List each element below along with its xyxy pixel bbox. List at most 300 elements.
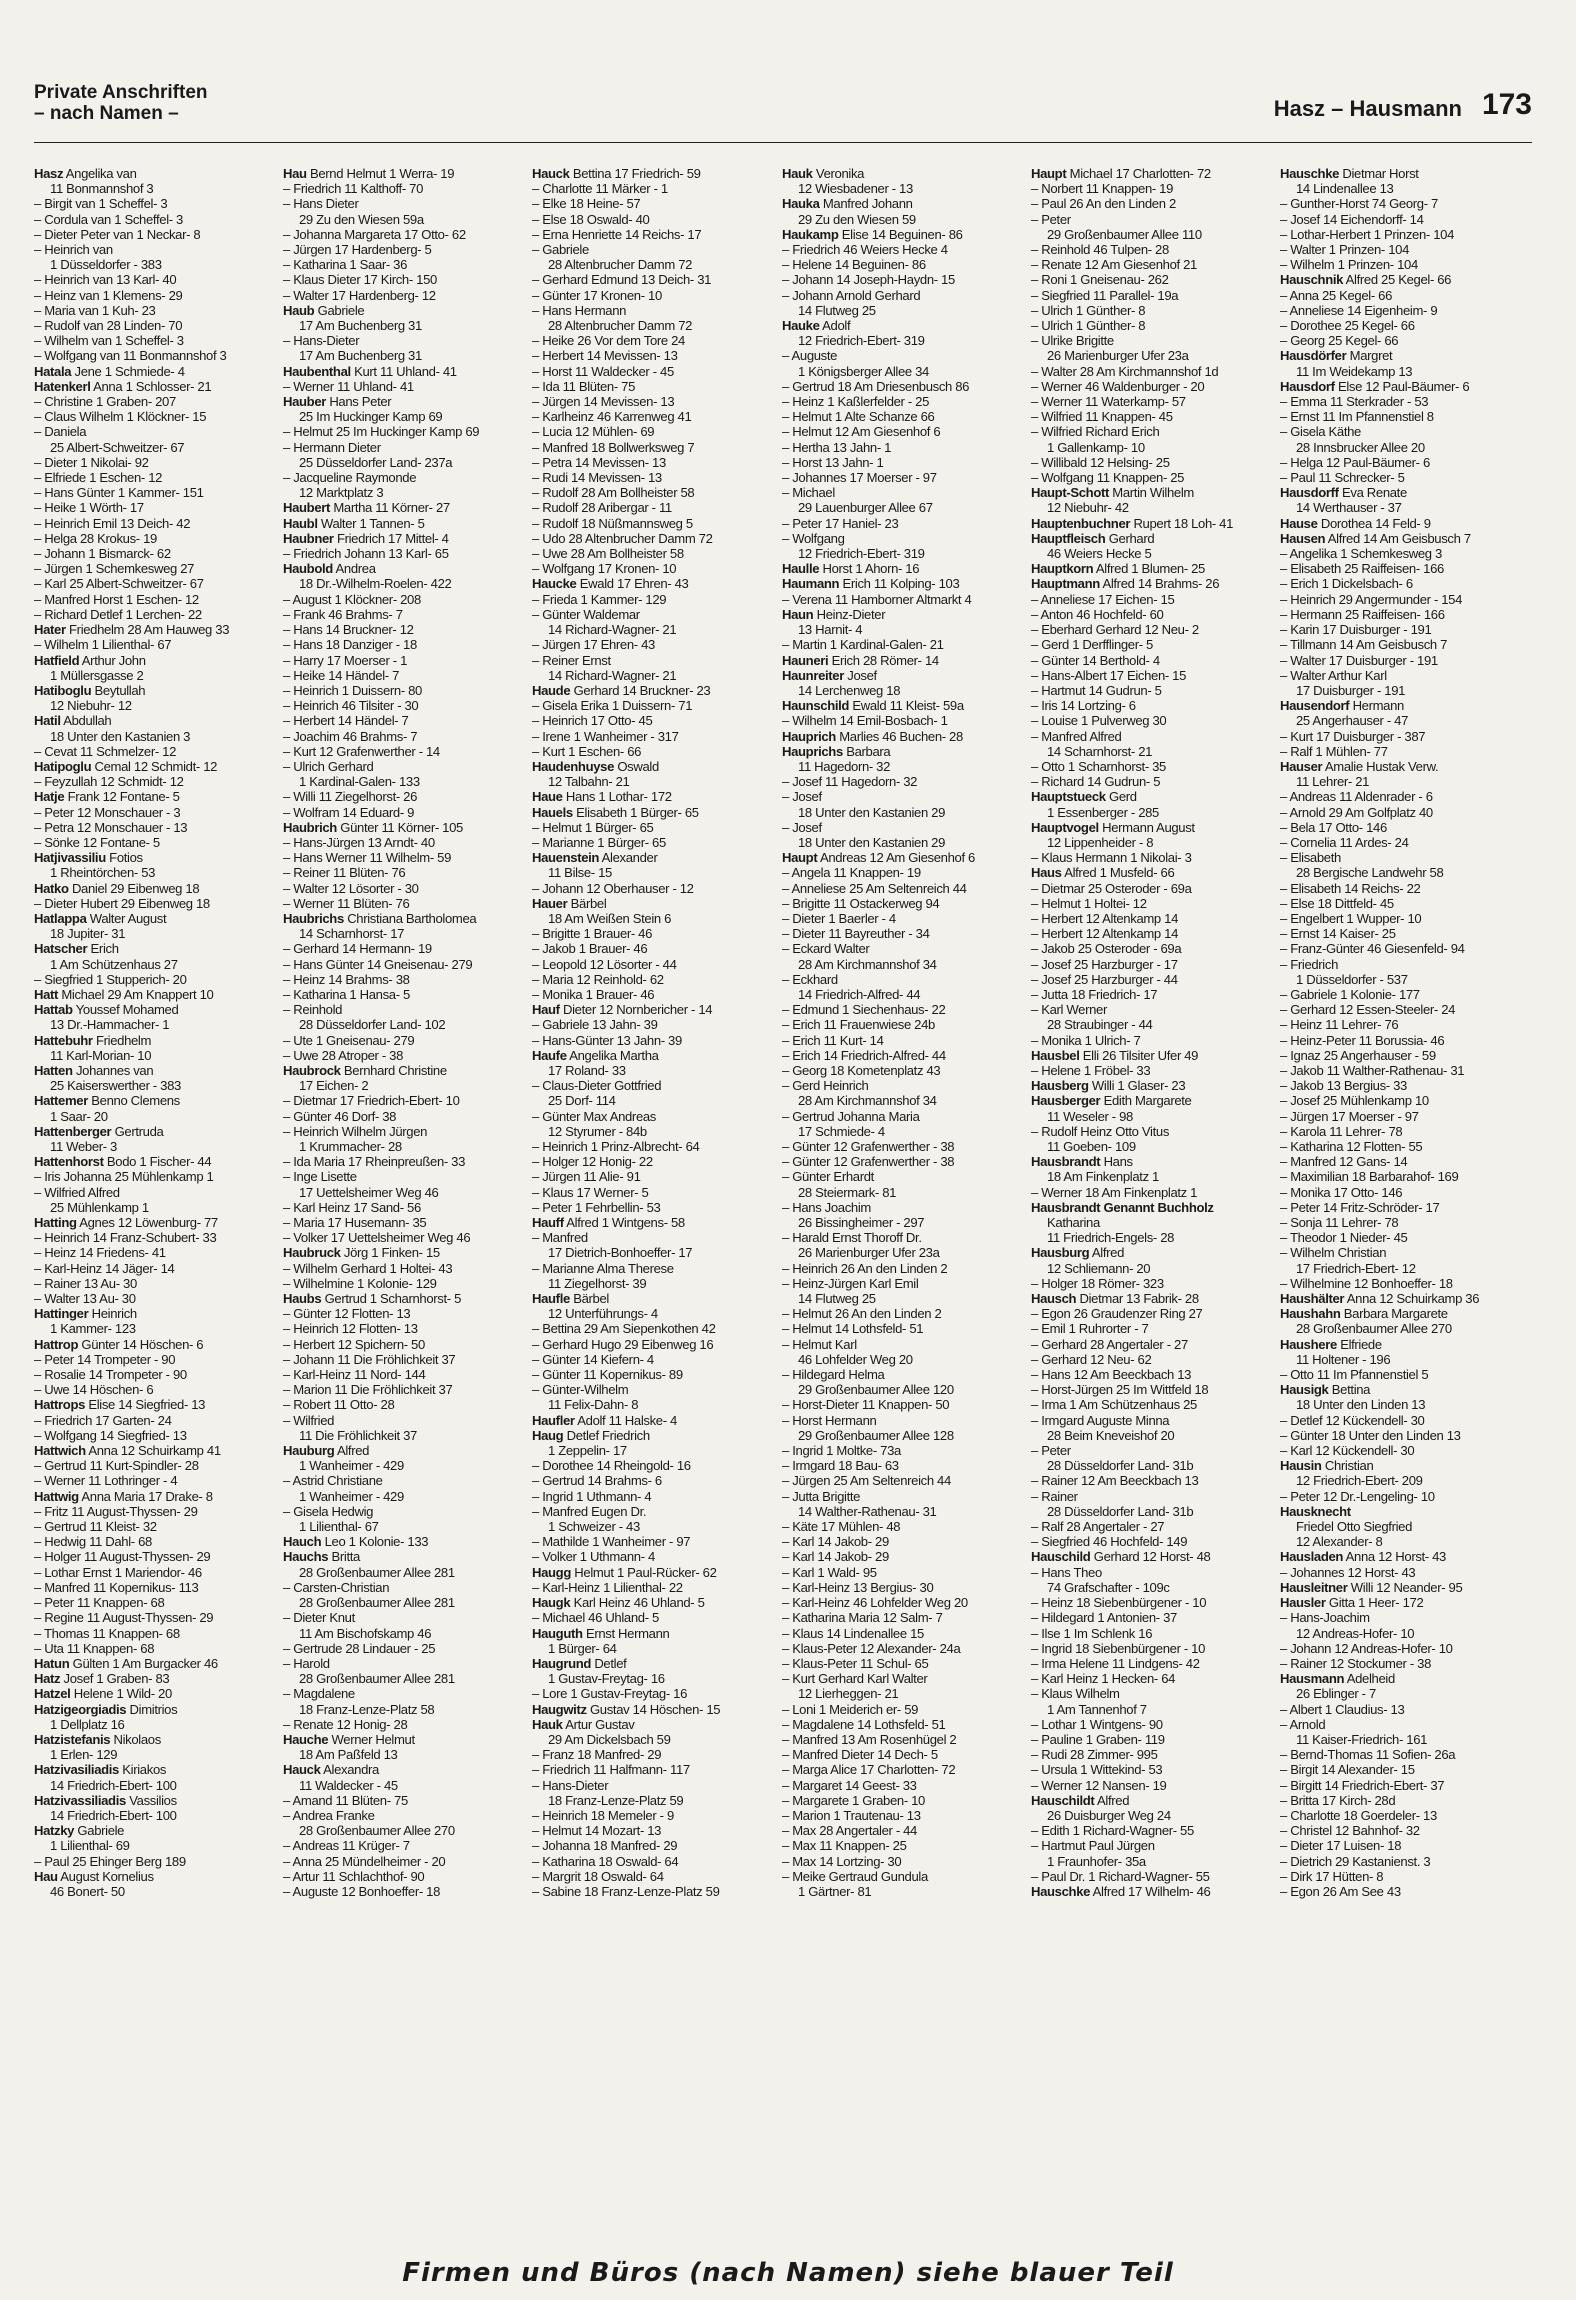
directory-entry xyxy=(34,1428,272,1443)
entry-text: 1 Am Schützenhaus 27 xyxy=(50,956,178,972)
directory-entry xyxy=(34,774,272,789)
entry-text: – Ida 11 Blüten- 75 xyxy=(532,378,636,394)
directory-entry xyxy=(1031,789,1269,804)
directory-entry xyxy=(34,729,272,744)
directory-entry xyxy=(34,1808,272,1823)
directory-entry xyxy=(1031,1139,1269,1154)
directory-entry xyxy=(34,1321,272,1336)
entry-text: – Rudi 14 Mevissen- 13 xyxy=(532,470,662,486)
directory-entry xyxy=(1031,242,1269,257)
entry-text: – Heinrich 29 Angermunder - 154 xyxy=(1280,591,1463,607)
entry-text: – Eckard Walter xyxy=(782,941,870,957)
entry-text: 11 Ziegelhorst- 39 xyxy=(548,1275,647,1291)
directory-entry xyxy=(283,196,521,211)
directory-entry xyxy=(34,941,272,956)
directory-entry xyxy=(1031,759,1269,774)
entry-text: – Monika 1 Brauer- 46 xyxy=(532,986,655,1002)
directory-entry xyxy=(34,835,272,850)
entry-text: – Richard Detlef 1 Lerchen- 22 xyxy=(34,606,202,622)
directory-entry xyxy=(532,516,770,531)
entry-text: 18 Franz-Lenze-Platz 59 xyxy=(548,1792,684,1808)
entry-text: 26 Marienburger Ufer 23a xyxy=(1047,348,1189,364)
entry-text: 29 Zu den Wiesen 59 xyxy=(798,211,916,227)
entry-text: – Günter 46 Dorf- 38 xyxy=(283,1108,397,1124)
entry-text: – Rudolf 28 Aribergar - 11 xyxy=(532,500,672,516)
entry-text: Friedhelm xyxy=(95,1032,152,1048)
directory-entry xyxy=(283,348,521,363)
entry-text: 46 Weiers Hecke 5 xyxy=(1047,546,1152,562)
entry-text: – Christine 1 Graben- 207 xyxy=(34,394,176,410)
entry-text: – Franz-Günter 46 Giesenfeld- 94 xyxy=(1280,941,1465,957)
entry-text: – Margarete 1 Graben- 10 xyxy=(782,1792,925,1808)
entry-text: – Petra 12 Monschauer - 13 xyxy=(34,819,188,835)
entry-text: – Gertrud Johanna Maria xyxy=(782,1108,920,1124)
directory-entry xyxy=(532,1778,770,1793)
directory-entry xyxy=(782,1473,1020,1488)
directory-entry xyxy=(34,288,272,303)
directory-entry xyxy=(1031,1534,1269,1549)
directory-entry xyxy=(532,1702,770,1717)
directory-entry xyxy=(782,683,1020,698)
entry-text: – Friedrich xyxy=(1280,956,1339,972)
directory-entry xyxy=(782,759,1020,774)
entry-text: Helene 1 Wild- 20 xyxy=(73,1686,172,1702)
directory-entry xyxy=(1031,835,1269,850)
entry-text: Alfred xyxy=(1097,1792,1130,1808)
surname: Haub xyxy=(283,302,315,318)
entry-text: – Werner 12 Nansen- 19 xyxy=(1031,1777,1167,1793)
directory-entry xyxy=(1031,592,1269,607)
entry-text: 25 Dorf- 114 xyxy=(548,1093,616,1109)
entry-text: – Maria 12 Reinhold- 62 xyxy=(532,971,664,987)
directory-entry xyxy=(283,1033,521,1048)
entry-text: – Carsten-Christian xyxy=(283,1579,390,1595)
entry-text: – Arnold xyxy=(1280,1716,1326,1732)
surname: Hauptstueck xyxy=(1031,789,1106,805)
directory-entry xyxy=(1280,865,1518,880)
entry-text: Anna Maria 17 Drake- 8 xyxy=(81,1488,213,1504)
entry-text: – Heinrich 46 Tilsiter - 30 xyxy=(283,698,419,714)
directory-entry xyxy=(532,1595,770,1610)
directory-entry xyxy=(782,288,1020,303)
directory-entry xyxy=(1031,1078,1269,1093)
entry-text: 1 Lilienthal- 69 xyxy=(50,1838,130,1854)
directory-entry xyxy=(532,1443,770,1458)
entry-text: Vassilios xyxy=(129,1792,177,1808)
directory-entry xyxy=(532,1261,770,1276)
directory-columns xyxy=(34,166,1532,2234)
directory-column xyxy=(1031,166,1269,2234)
entry-text: – Günter Waldemar xyxy=(532,606,640,622)
entry-text: – Wilhelm 14 Emil-Bosbach- 1 xyxy=(782,713,948,729)
entry-text: 74 Grafschafter - 109c xyxy=(1047,1579,1170,1595)
entry-text: – Karlheinz 46 Karrenweg 41 xyxy=(532,409,692,425)
entry-text: – Andreas 11 Krüger- 7 xyxy=(283,1838,410,1854)
entry-text: 28 Altenbrucher Damm 72 xyxy=(548,318,693,334)
directory-entry xyxy=(1280,394,1518,409)
directory-entry xyxy=(283,561,521,576)
entry-text: – Ernst 14 Kaiser- 25 xyxy=(1280,926,1396,942)
directory-entry xyxy=(532,1109,770,1124)
directory-entry xyxy=(1280,409,1518,424)
directory-entry xyxy=(283,257,521,272)
directory-entry xyxy=(1031,394,1269,409)
directory-entry xyxy=(532,1747,770,1762)
directory-entry xyxy=(1031,1169,1269,1184)
directory-entry xyxy=(34,576,272,591)
directory-entry xyxy=(782,1489,1020,1504)
directory-entry xyxy=(1280,1686,1518,1701)
entry-text: – Johann 1 Bismarck- 62 xyxy=(34,546,171,562)
entry-text: – Lucia 12 Mühlen- 69 xyxy=(532,424,655,440)
entry-text: – Dieter 11 Bayreuther - 34 xyxy=(782,926,930,942)
entry-text: – Uwe 14 Höschen- 6 xyxy=(34,1382,154,1398)
entry-text: Frank 12 Fontane- 5 xyxy=(67,789,180,805)
directory-entry xyxy=(283,1702,521,1717)
entry-text: – Werner 11 Lothringer - 4 xyxy=(34,1473,178,1489)
entry-text: 11 Weber- 3 xyxy=(50,1139,117,1154)
entry-text: 1 Kammer- 123 xyxy=(50,1321,136,1337)
surname: Hattrop xyxy=(34,1336,79,1352)
directory-entry xyxy=(34,1762,272,1777)
entry-text: – Horst 13 Jahn- 1 xyxy=(782,454,884,470)
entry-text: – Birgit 14 Alexander- 15 xyxy=(1280,1762,1415,1778)
directory-entry xyxy=(782,1428,1020,1443)
directory-entry xyxy=(283,1641,521,1656)
entry-text: 1 Gärtner- 81 xyxy=(798,1883,872,1899)
directory-entry xyxy=(34,1656,272,1671)
directory-entry xyxy=(34,531,272,546)
directory-entry xyxy=(1280,622,1518,637)
directory-entry xyxy=(1031,440,1269,455)
entry-text: 46 Lohfelder Weg 20 xyxy=(798,1351,913,1367)
directory-entry xyxy=(34,212,272,227)
entry-text: 1 Zeppelin- 17 xyxy=(548,1443,627,1459)
entry-text: – Klaus Hermann 1 Nikolai- 3 xyxy=(1031,850,1192,866)
entry-text: Anna 12 Schuirkamp 41 xyxy=(88,1443,221,1459)
directory-entry xyxy=(782,1641,1020,1656)
entry-text: – Johann 12 Oberhauser - 12 xyxy=(532,880,694,896)
directory-entry xyxy=(283,744,521,759)
directory-entry xyxy=(782,668,1020,683)
entry-text: Gerhard 14 Bruckner- 23 xyxy=(573,682,711,698)
directory-entry xyxy=(1280,1352,1518,1367)
surname: Hauschild xyxy=(1031,1549,1091,1565)
entry-text: – Jürgen 17 Hardenberg- 5 xyxy=(283,242,432,258)
directory-entry xyxy=(34,759,272,774)
entry-text: – Friedrich Johann 13 Karl- 65 xyxy=(283,546,449,562)
directory-entry xyxy=(34,1671,272,1686)
entry-text: – Dorothee 14 Rheingold- 16 xyxy=(532,1458,691,1474)
entry-text: – Josef xyxy=(782,789,822,805)
entry-text: Bernd Helmut 1 Werra- 19 xyxy=(309,166,455,181)
directory-entry xyxy=(532,820,770,835)
entry-text: – Werner 46 Waldenburger - 20 xyxy=(1031,378,1205,394)
directory-entry xyxy=(532,1884,770,1899)
entry-text: – Heike 26 Vor dem Tore 24 xyxy=(532,333,685,349)
entry-text: 1 Dellplatz 16 xyxy=(50,1716,125,1732)
surname: Hauk xyxy=(532,1716,563,1732)
directory-entry xyxy=(1031,1458,1269,1473)
entry-text: – Jürgen 14 Mevissen- 13 xyxy=(532,394,675,410)
entry-text: 1 Düsseldorfer - 537 xyxy=(1296,971,1408,987)
directory-entry xyxy=(532,653,770,668)
entry-text: – Fritz 11 August-Thyssen- 29 xyxy=(34,1503,198,1519)
directory-entry xyxy=(1280,1078,1518,1093)
entry-text: – Max 28 Angertaler - 44 xyxy=(782,1823,917,1839)
directory-entry xyxy=(532,227,770,242)
directory-entry xyxy=(1280,1185,1518,1200)
entry-text: – Sabine 18 Franz-Lenze-Platz 59 xyxy=(532,1883,720,1899)
directory-entry xyxy=(782,1109,1020,1124)
entry-text: – Peter 12 Monschauer - 3 xyxy=(34,804,181,820)
directory-entry xyxy=(283,227,521,242)
directory-entry xyxy=(1280,1337,1518,1352)
directory-entry xyxy=(532,1838,770,1853)
entry-text: – Hartmut Paul Jürgen xyxy=(1031,1838,1155,1854)
directory-entry xyxy=(283,1276,521,1291)
entry-text: – Dieter 1 Baerler - 4 xyxy=(782,910,896,926)
directory-entry xyxy=(1031,546,1269,561)
directory-column xyxy=(283,166,521,2234)
entry-text: – Charlotte 11 Märker - 1 xyxy=(532,181,668,197)
directory-entry xyxy=(1280,1002,1518,1017)
entry-text: – Iris Johanna 25 Mühlenkamp 1 xyxy=(34,1169,214,1185)
entry-text: – Inge Lisette xyxy=(283,1169,357,1185)
directory-entry xyxy=(782,987,1020,1002)
entry-text: – Hans Hermann xyxy=(532,302,627,318)
entry-text: – Auguste xyxy=(782,348,838,364)
entry-text: Ernst Hermann xyxy=(585,1625,670,1641)
directory-entry xyxy=(1031,227,1269,242)
header-rule xyxy=(34,142,1532,143)
directory-entry xyxy=(532,1367,770,1382)
entry-text: 11 Felix-Dahn- 8 xyxy=(548,1397,639,1413)
entry-text: – Willi 11 Ziegelhorst- 26 xyxy=(283,789,418,805)
entry-text: – Hertha 13 Jahn- 1 xyxy=(782,439,892,455)
surname: Hauchs xyxy=(283,1549,329,1565)
directory-entry xyxy=(283,1808,521,1823)
entry-text: 11 Die Fröhlichkeit 37 xyxy=(299,1427,417,1443)
entry-text: 11 Lehrer- 21 xyxy=(1296,774,1370,790)
entry-text: – Angelika 1 Schemkesweg 3 xyxy=(1280,546,1442,562)
directory-entry xyxy=(782,1139,1020,1154)
directory-entry xyxy=(1280,485,1518,500)
entry-text: – Birgitt 14 Friedrich-Ebert- 37 xyxy=(1280,1777,1445,1793)
surname: Hauschke xyxy=(1031,1883,1091,1899)
directory-entry xyxy=(283,1626,521,1641)
entry-text: – Reiner 11 Blüten- 76 xyxy=(283,865,406,881)
entry-text: – Magdalene xyxy=(283,1686,355,1702)
entry-text: Hans xyxy=(1103,1154,1133,1170)
directory-entry xyxy=(1280,333,1518,348)
directory-entry xyxy=(532,1793,770,1808)
surname: Hauch xyxy=(283,1534,322,1550)
directory-entry xyxy=(34,516,272,531)
directory-entry xyxy=(283,166,521,181)
directory-entry xyxy=(283,1109,521,1124)
entry-text: Anna 1 Schlosser- 21 xyxy=(93,378,212,394)
directory-entry xyxy=(34,1565,272,1580)
entry-text: Adolf xyxy=(822,318,851,334)
entry-text: Beytullah xyxy=(94,682,146,698)
surname: Haude xyxy=(532,682,571,698)
directory-entry xyxy=(782,1565,1020,1580)
entry-text: Hans Peter xyxy=(329,394,392,410)
entry-text: Manfred Johann xyxy=(822,196,913,212)
surname: Hause xyxy=(1280,515,1318,531)
entry-text: – Siegfried 11 Parallel- 19a xyxy=(1031,287,1179,303)
entry-text: – Holger 18 Römer- 323 xyxy=(1031,1275,1164,1291)
entry-text: 28 Am Kirchmannshof 34 xyxy=(798,956,937,972)
entry-text: – Gertrud 11 Kleist- 32 xyxy=(34,1519,157,1535)
entry-text: 28 Düsseldorfer Land- 31b xyxy=(1047,1503,1194,1519)
directory-entry xyxy=(1280,1838,1518,1853)
directory-entry xyxy=(1031,1230,1269,1245)
entry-text: – Harald Ernst Thoroff Dr. xyxy=(782,1230,922,1246)
entry-text: 28 Düsseldorfer Land- 102 xyxy=(299,1017,446,1033)
entry-text: Daniel 29 Eibenweg 18 xyxy=(71,880,200,896)
entry-text: – Irma Helene 11 Lindgens- 42 xyxy=(1031,1655,1200,1671)
surname: Hattenhorst xyxy=(34,1154,104,1170)
entry-text: – Gabriele 13 Jahn- 39 xyxy=(532,1017,658,1033)
entry-text: 29 Zu den Wiesen 59a xyxy=(299,211,424,227)
entry-text: – Wilfried xyxy=(283,1412,335,1428)
directory-entry xyxy=(1280,227,1518,242)
directory-entry xyxy=(34,865,272,880)
entry-text: – Max 14 Lortzing- 30 xyxy=(782,1853,902,1869)
directory-entry xyxy=(1031,1732,1269,1747)
surname: Hauck xyxy=(283,1762,321,1778)
entry-text: – Lore 1 Gustav-Freytag- 16 xyxy=(532,1686,688,1702)
surname: Haufle xyxy=(532,1291,570,1307)
directory-entry xyxy=(34,485,272,500)
directory-entry xyxy=(34,1489,272,1504)
entry-text: – Friedrich 11 Halfmann- 117 xyxy=(532,1762,690,1778)
directory-entry xyxy=(34,1200,272,1215)
entry-text: – Eckhard xyxy=(782,971,838,987)
surname: Haushälter xyxy=(1280,1291,1345,1307)
directory-entry xyxy=(1280,987,1518,1002)
directory-entry xyxy=(532,1610,770,1625)
directory-entry xyxy=(1280,1519,1518,1534)
directory-entry xyxy=(1031,1610,1269,1625)
directory-entry xyxy=(283,1200,521,1215)
directory-entry xyxy=(1280,1109,1518,1124)
entry-text: – Hans-Jürgen 13 Arndt- 40 xyxy=(283,834,435,850)
entry-text: – Rainer 13 Au- 30 xyxy=(34,1275,137,1291)
directory-entry xyxy=(532,379,770,394)
entry-text: – Gerhard Hugo 29 Eibenweg 16 xyxy=(532,1336,714,1352)
entry-text: – Rainer xyxy=(1031,1488,1078,1504)
entry-text: – Herbert 12 Altenkamp 14 xyxy=(1031,926,1179,942)
directory-entry xyxy=(1031,1823,1269,1838)
entry-text: – Daniela xyxy=(34,424,87,440)
entry-text: – Erich 11 Kurt- 14 xyxy=(782,1032,884,1048)
entry-text: – Dieter 1 Nikolai- 92 xyxy=(34,454,149,470)
directory-entry xyxy=(1031,1291,1269,1306)
entry-text: – Wolfgang 17 Kronen- 10 xyxy=(532,561,677,577)
directory-entry xyxy=(34,455,272,470)
directory-entry xyxy=(1280,1778,1518,1793)
directory-entry xyxy=(1031,1215,1269,1230)
directory-entry xyxy=(34,1185,272,1200)
entry-text: – Otto 11 Im Pfannenstiel 5 xyxy=(1280,1367,1429,1383)
entry-text: – Ulrich Gerhard xyxy=(283,758,374,774)
entry-text: 25 Albert-Schweitzer- 67 xyxy=(50,439,185,455)
entry-text: Alfred xyxy=(1091,1245,1124,1261)
surname: Hauguth xyxy=(532,1625,583,1641)
entry-text: Jene 1 Schmiede- 4 xyxy=(74,363,185,379)
directory-entry xyxy=(1280,850,1518,865)
directory-entry xyxy=(532,1078,770,1093)
entry-text: – Renate 12 Honig- 28 xyxy=(283,1716,408,1732)
directory-entry xyxy=(283,1337,521,1352)
directory-entry xyxy=(1031,531,1269,546)
entry-text: – Cornelia 11 Ardes- 24 xyxy=(1280,834,1409,850)
surname: Hausigk xyxy=(1280,1382,1329,1398)
directory-entry xyxy=(283,1793,521,1808)
directory-entry xyxy=(532,1306,770,1321)
entry-text: 14 Friedrich-Alfred- 44 xyxy=(798,986,921,1002)
directory-entry xyxy=(1031,865,1269,880)
directory-entry xyxy=(532,500,770,515)
directory-entry xyxy=(1280,1489,1518,1504)
entry-text: – Ralf 1 Mühlen- 77 xyxy=(1280,743,1388,759)
entry-text: Elise 14 Beguinen- 86 xyxy=(841,226,963,242)
directory-entry xyxy=(782,1762,1020,1777)
directory-entry xyxy=(1031,1869,1269,1884)
entry-text: – Klaus Wilhelm xyxy=(1031,1686,1120,1702)
entry-text: 17 Roland- 33 xyxy=(548,1062,626,1078)
directory-entry xyxy=(532,531,770,546)
directory-entry xyxy=(1031,1702,1269,1717)
entry-text: – Katharina Maria 12 Salm- 7 xyxy=(782,1610,943,1626)
directory-entry xyxy=(1280,1656,1518,1671)
directory-entry xyxy=(34,1443,272,1458)
directory-entry xyxy=(1031,1063,1269,1078)
entry-text: – Hans Werner 11 Wilhelm- 59 xyxy=(283,850,452,866)
entry-text: – Heinz 11 Lehrer- 76 xyxy=(1280,1017,1399,1033)
surname: Hauke xyxy=(782,318,820,334)
directory-entry xyxy=(1031,713,1269,728)
directory-entry xyxy=(1280,1169,1518,1184)
entry-text: – Paul 26 An den Linden 2 xyxy=(1031,196,1176,212)
directory-entry xyxy=(782,455,1020,470)
entry-text: – Manfred xyxy=(532,1230,588,1246)
entry-text: – Thomas 11 Knappen- 68 xyxy=(34,1625,180,1641)
entry-text: 14 Richard-Wagner- 21 xyxy=(548,622,677,638)
entry-text: – Mathilde 1 Wanheimer - 97 xyxy=(532,1534,691,1550)
entry-text: 29 Am Dickelsbach 59 xyxy=(548,1731,671,1747)
entry-text: 26 Bissingheimer - 297 xyxy=(798,1215,925,1231)
directory-entry xyxy=(283,1185,521,1200)
entry-text: Alfred 25 Kegel- 66 xyxy=(1345,272,1452,288)
directory-entry xyxy=(34,622,272,637)
directory-entry xyxy=(532,1321,770,1336)
directory-entry xyxy=(1280,500,1518,515)
directory-entry xyxy=(782,607,1020,622)
entry-text: 18 Unter den Kastanien 29 xyxy=(798,804,946,820)
surname: Hattemer xyxy=(34,1093,88,1109)
directory-entry xyxy=(1280,774,1518,789)
directory-entry xyxy=(283,1139,521,1154)
surname: Haus xyxy=(1031,865,1062,881)
directory-entry xyxy=(34,683,272,698)
directory-entry xyxy=(1280,272,1518,287)
directory-entry xyxy=(1031,622,1269,637)
entry-text: – Hartmut 14 Gudrun- 5 xyxy=(1031,682,1162,698)
